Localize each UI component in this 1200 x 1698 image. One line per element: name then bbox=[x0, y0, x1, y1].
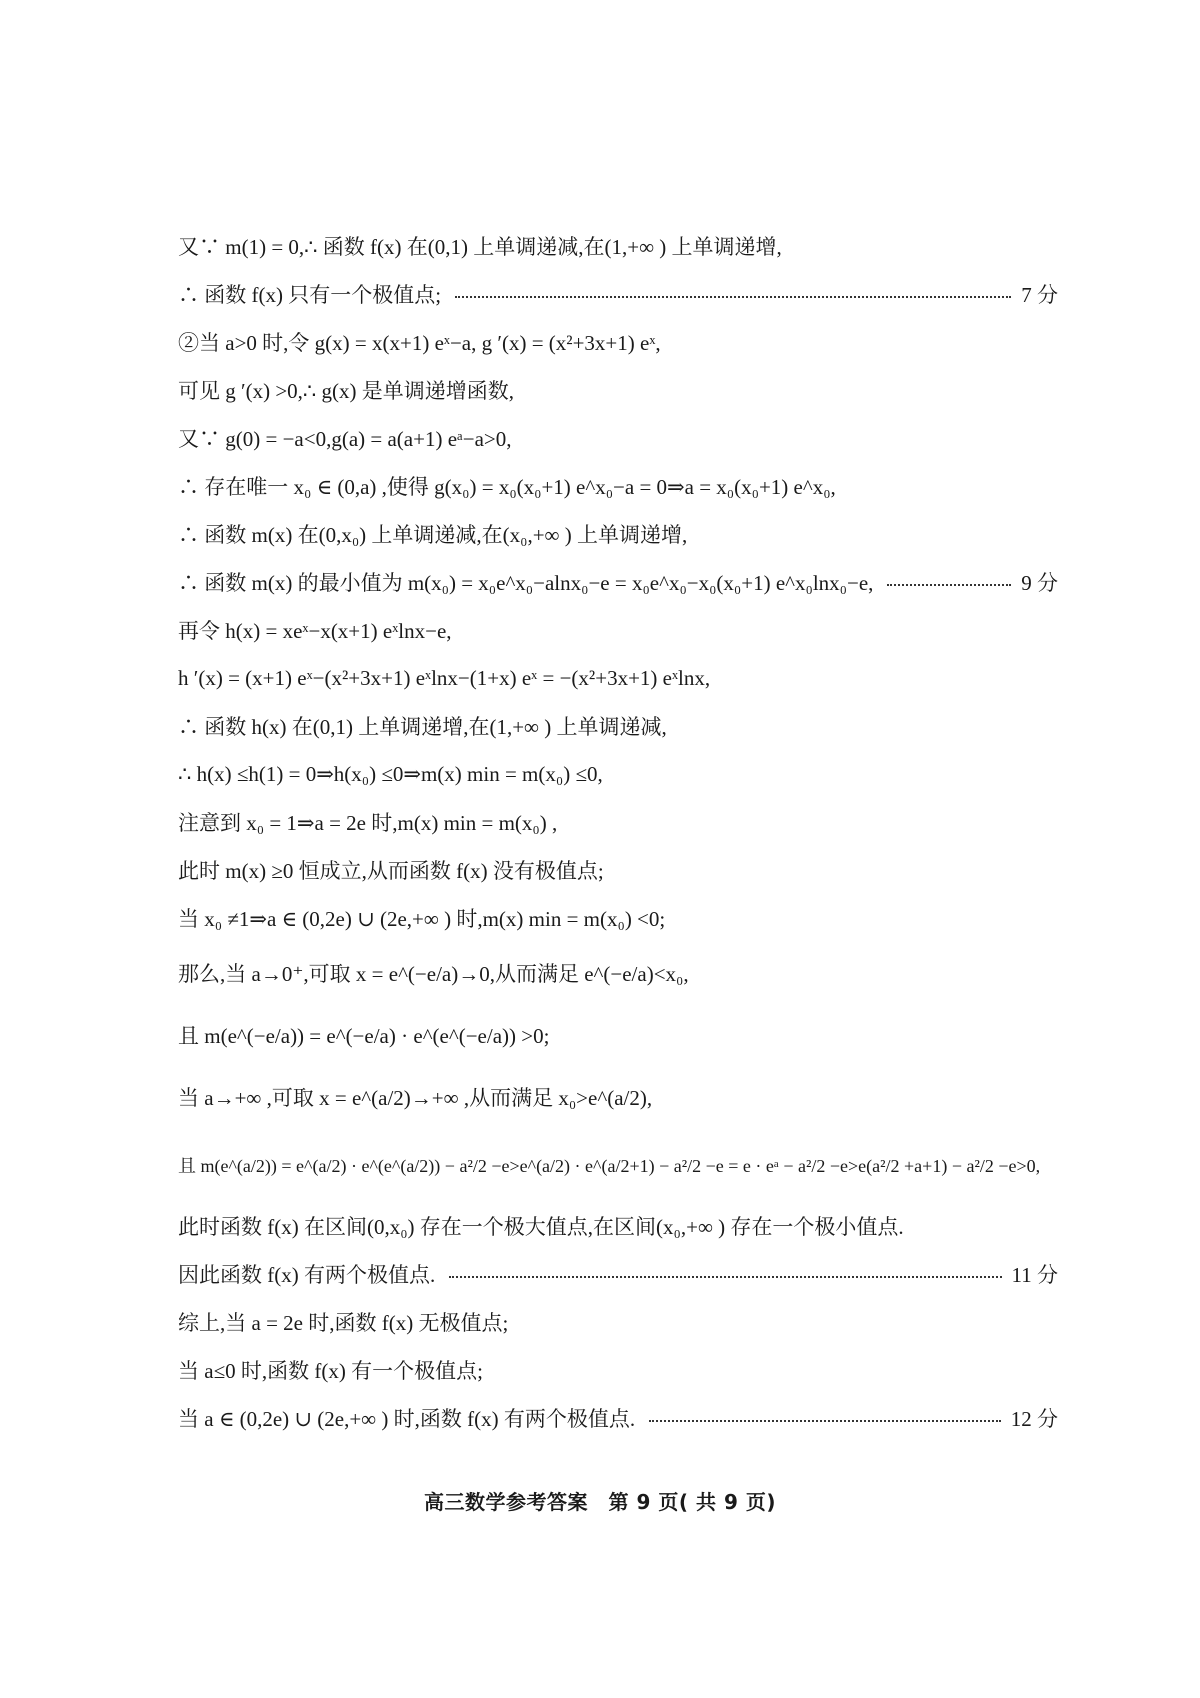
solution-line bbox=[178, 462, 1058, 510]
line-text: 当 x₀ ≠1⇒a ∈ (0,2e) ∪ (2e,+∞ ) 时,m(x) min = m(x₀) <0; bbox=[178, 907, 666, 931]
line-text: 当 a→+∞ ,可取 x = e^(a/2)→+∞ ,从而满足 x₀>e^(a/2), bbox=[178, 1086, 653, 1110]
line-text: ∴ h(x) ≤h(1) = 0⇒h(x₀) ≤0⇒m(x) min = m(x₀) ≤0, bbox=[178, 761, 603, 786]
line-text: ②当 a>0 时,令 g(x) = x(x+1) eˣ−a, g ′(x) = (x²+3x+1) eˣ, bbox=[178, 331, 661, 355]
line-text: 因此函数 f(x) 有两个极值点. bbox=[178, 1263, 436, 1287]
dot-leader bbox=[649, 1420, 1001, 1422]
solution-line bbox=[178, 222, 1058, 270]
dot-leader bbox=[455, 296, 1011, 298]
solution-line bbox=[178, 270, 1058, 318]
line-text: 当 a≤0 时,函数 f(x) 有一个极值点; bbox=[178, 1359, 483, 1383]
score-label: 7 分 bbox=[1021, 283, 1058, 307]
line-text: 那么,当 a→0⁺,可取 x = e^(−e/a)→0,从而满足 e^(−e/a)<x₀, bbox=[178, 962, 689, 986]
solution-line bbox=[178, 1346, 1058, 1394]
line-text: 且 m(e^(a/2)) = e^(a/2) · e^(e^(a/2)) − a²/2 −e>e^(a/2) · e^(a/2+1) − a²/2 −e = e · eᵃ − a²/2 −e>e(a²/2 +a+1) − a²/2 −e>0, bbox=[178, 1156, 1041, 1176]
score-label: 9 分 bbox=[1021, 571, 1058, 595]
line-text: h ′(x) = (x+1) eˣ−(x²+3x+1) eˣlnx−(1+x) eˣ = −(x²+3x+1) eˣlnx, bbox=[178, 665, 711, 690]
dot-leader bbox=[887, 584, 1011, 586]
solution-line bbox=[178, 1128, 1058, 1202]
solution-line bbox=[178, 702, 1058, 750]
solution-line bbox=[178, 1202, 1058, 1250]
solution-line bbox=[178, 1066, 1058, 1128]
line-text: 且 m(e^(−e/a)) = e^(−e/a) · e^(e^(−e/a)) >0; bbox=[178, 1024, 550, 1048]
line-text: ∴ 函数 m(x) 的最小值为 m(x₀) = x₀e^x₀−alnx₀−e = x₀e^x₀−x₀(x₀+1) e^x₀lnx₀−e, bbox=[178, 571, 874, 595]
solution-line bbox=[178, 1250, 1058, 1298]
line-text: ∴ 存在唯一 x₀ ∈ (0,a) ,使得 g(x₀) = x₀(x₀+1) e^x₀−a = 0⇒a = x₀(x₀+1) e^x₀, bbox=[178, 475, 836, 499]
solution-line bbox=[178, 894, 1058, 942]
solution-line bbox=[178, 318, 1058, 366]
solution-line bbox=[178, 558, 1058, 606]
solution-line bbox=[178, 654, 1058, 702]
solution-line bbox=[178, 942, 1058, 1004]
line-text: 再令 h(x) = xeˣ−x(x+1) eˣlnx−e, bbox=[178, 619, 452, 643]
score-label: 12 分 bbox=[1010, 1407, 1058, 1431]
solution-line bbox=[178, 798, 1058, 846]
solution-line bbox=[178, 606, 1058, 654]
page-footer: 高三数学参考答案 第 9 页( 共 9 页) bbox=[424, 1490, 776, 1514]
solution-line bbox=[178, 414, 1058, 462]
line-text: ∴ 函数 h(x) 在(0,1) 上单调递增,在(1,+∞ ) 上单调递减, bbox=[178, 715, 667, 739]
line-text: 可见 g ′(x) >0,∴ g(x) 是单调递增函数, bbox=[178, 379, 515, 403]
solution-line bbox=[178, 846, 1058, 894]
line-text: 此时函数 f(x) 在区间(0,x₀) 存在一个极大值点,在区间(x₀,+∞ ) 存在一个极小值点. bbox=[178, 1215, 904, 1239]
solution-line bbox=[178, 750, 1058, 798]
line-text: 此时 m(x) ≥0 恒成立,从而函数 f(x) 没有极值点; bbox=[178, 859, 604, 883]
line-text: ∴ 函数 m(x) 在(0,x₀) 上单调递减,在(x₀,+∞ ) 上单调递增, bbox=[178, 523, 688, 547]
solution-line bbox=[178, 510, 1058, 558]
solution-line bbox=[178, 1298, 1058, 1346]
line-text: 又∵ m(1) = 0,∴ 函数 f(x) 在(0,1) 上单调递减,在(1,+∞ ) 上单调递增, bbox=[178, 235, 782, 259]
line-text: 注意到 x₀ = 1⇒a = 2e 时,m(x) min = m(x₀) , bbox=[178, 811, 558, 835]
line-text: 当 a ∈ (0,2e) ∪ (2e,+∞ ) 时,函数 f(x) 有两个极值点. bbox=[178, 1407, 636, 1431]
score-label: 11 分 bbox=[1011, 1263, 1058, 1287]
line-text: 又∵ g(0) = −a<0,g(a) = a(a+1) eᵃ−a>0, bbox=[178, 427, 512, 451]
line-text: ∴ 函数 f(x) 只有一个极值点; bbox=[178, 283, 442, 307]
line-text: 综上,当 a = 2e 时,函数 f(x) 无极值点; bbox=[178, 1311, 509, 1335]
solution-line bbox=[178, 1004, 1058, 1066]
solution-line bbox=[178, 1394, 1058, 1442]
solution-body bbox=[178, 222, 1058, 1442]
solution-line bbox=[178, 366, 1058, 414]
dot-leader bbox=[449, 1276, 1001, 1278]
